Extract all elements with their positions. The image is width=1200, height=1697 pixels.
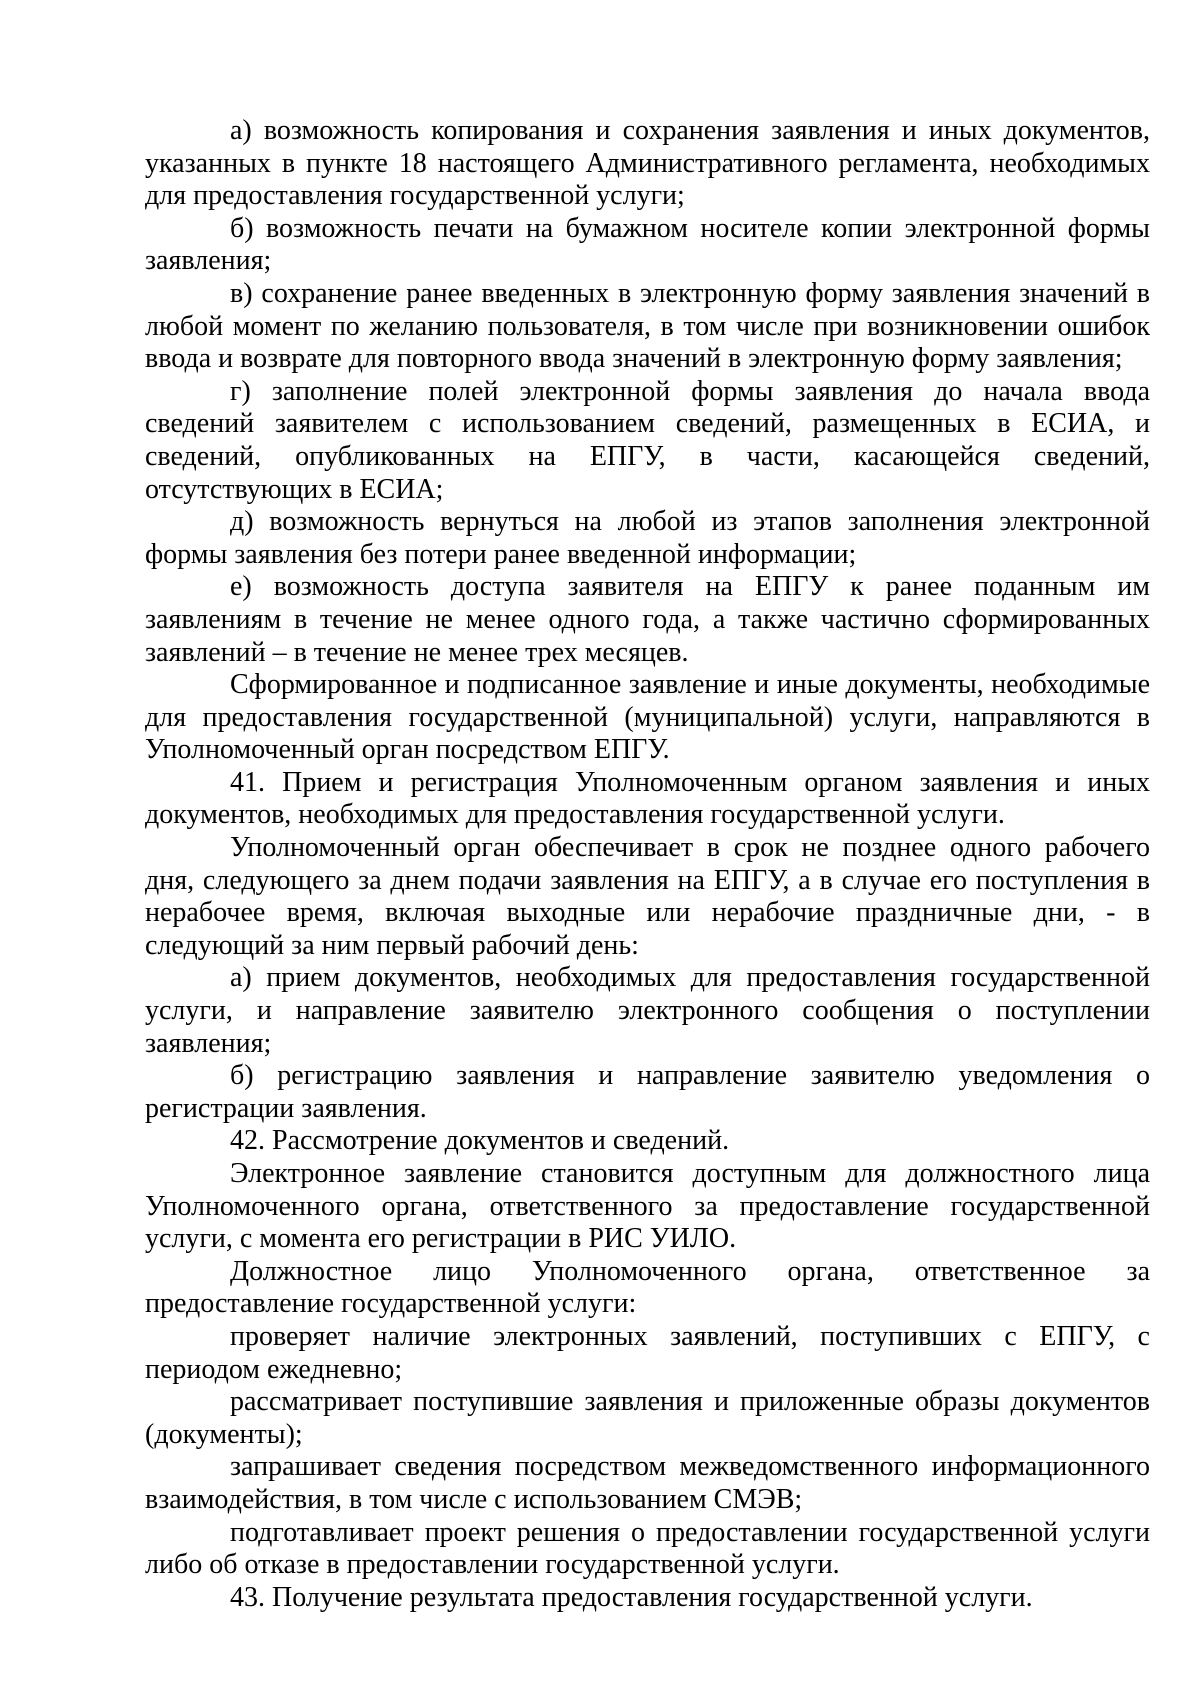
paragraph-item-v-save-values: в) сохранение ранее введенных в электронную форму заявления значений в любой момент по желанию пользователя, в том числе при возникновении ошибок ввода и возврате для повторного ввода значений в электронную форму заявления;: [145, 277, 1150, 375]
paragraph-requests: запрашивает сведения посредством межведомственного информационного взаимодействия, в том числе с использованием СМЭВ;: [145, 1451, 1150, 1515]
paragraph-checks: проверяет наличие электронных заявлений, поступивших с ЕПГУ, с периодом ежедневно;: [145, 1320, 1150, 1385]
paragraph-submission: Сформированное и подписанное заявление и иные документы, необходимые для предоставления государственной (муниципальной) услуги, направляются в Уполномоченный орган посредством ЕПГУ.: [145, 669, 1150, 766]
document-body: [145, 115, 1150, 1614]
paragraph-item-e-access: е) возможность доступа заявителя на ЕПГУ к ранее поданным им заявлениям в течение не менее одного года, а также частично сформированных заявлений – в течение не менее трех месяцев.: [145, 571, 1150, 668]
paragraph-official: Должностное лицо Уполномоченного органа, ответственное за предоставление государственной услуги:: [145, 1255, 1150, 1320]
paragraph-prepares: подготавливает проект решения о предоставлении государственной услуги либо об отказе в предоставлении государственной услуги.: [145, 1516, 1150, 1581]
paragraph-item-a-reception: а) прием документов, необходимых для предоставления государственной услуги, и направление заявителю электронного сообщения о поступлении заявления;: [145, 962, 1150, 1059]
paragraph-item-b-registration: б) регистрацию заявления и направление заявителю уведомления о регистрации заявления.: [145, 1060, 1150, 1124]
paragraph-electronic-application: Электронное заявление становится доступным для должностного лица Уполномоченного органа, ответственного за предоставление государственной услуги, с момента его регистрации в РИС УИЛО.: [145, 1158, 1150, 1255]
paragraph-section-41: 41. Прием и регистрация Уполномоченным органом заявления и иных документов, необходимых для предоставления государственной услуги.: [145, 766, 1150, 831]
paragraph-item-b-print: б) возможность печати на бумажном носителе копии электронной формы заявления;: [145, 212, 1150, 277]
paragraph-reviews: рассматривает поступившие заявления и приложенные образы документов (документы);: [145, 1386, 1150, 1450]
paragraph-item-d-return-step: д) возможность вернуться на любой из этапов заполнения электронной формы заявления без потери ранее введенной информации;: [145, 506, 1150, 570]
paragraph-section-43: 43. Получение результата предоставления государственной услуги.: [230, 1581, 1033, 1613]
paragraph-authority-provides: Уполномоченный орган обеспечивает в срок не позднее одного рабочего дня, следующего за днем подачи заявления на ЕПГУ, а в случае его поступления в нерабочее время, включая выходные или нерабочие праздничные дни, - в следующий за ним первый рабочий день:: [145, 832, 1150, 961]
paragraph-section-42: 42. Рассмотрение документов и сведений.: [230, 1125, 730, 1157]
paragraph-item-g-autofill: г) заполнение полей электронной формы заявления до начала ввода сведений заявителем с использованием сведений, размещенных в ЕСИА, и сведений, опубликованных на ЕПГУ, в части, касающейся сведений, отсутствующих в ЕСИА;: [145, 375, 1150, 505]
paragraph-item-a-copy-save: а) возможность копирования и сохранения заявления и иных документов, указанных в пункте 18 настоящего Административного регламента, необходимых для предоставления государственной услуги;: [145, 115, 1150, 212]
